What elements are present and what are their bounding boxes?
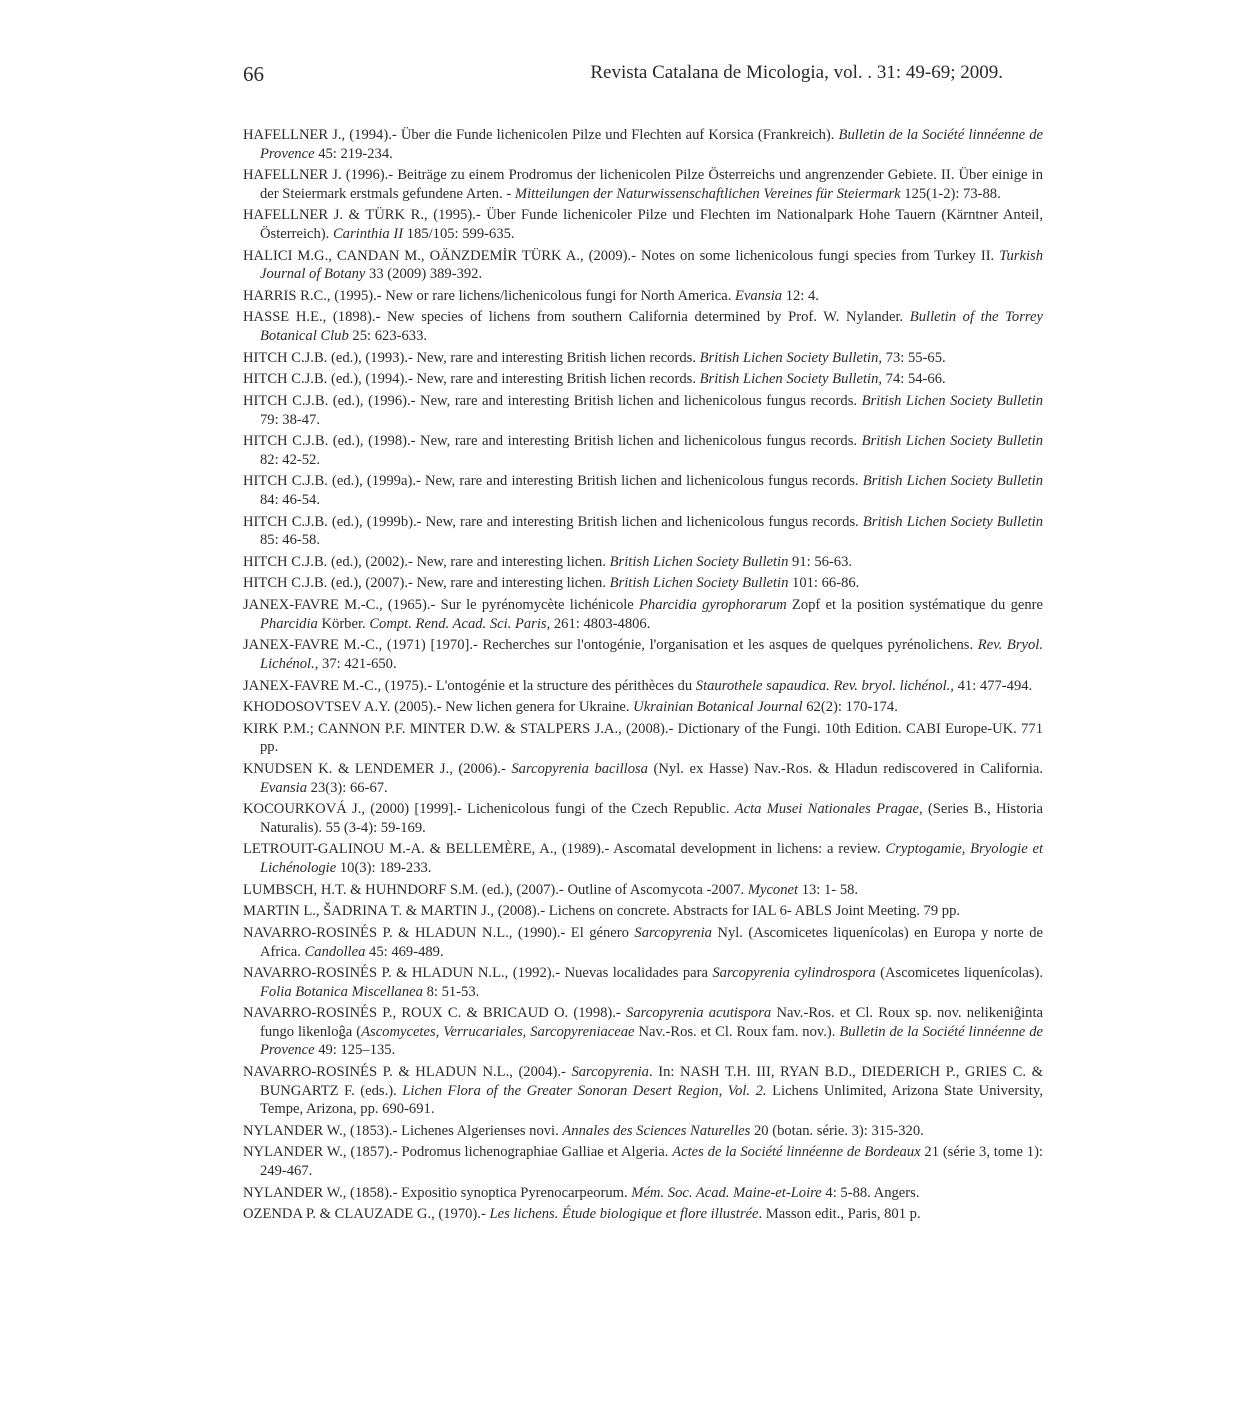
reference-text-segment: Lichens Unlimited, Arizona State University, Tempe, Arizona, pp. 690-691.: [260, 1082, 1043, 1118]
reference-text-segment: 84: 46-54.: [260, 491, 320, 508]
reference-text-segment: KIRK P.M.; CANNON P.F. MINTER D.W. & STALPERS J.A., (2008).- Dictionary of the Fungi. 10th Edition. CABI Europe-UK. 771 pp.: [243, 720, 1043, 756]
reference-text-segment: KNUDSEN K. & LENDEMER J., (2006).-: [243, 761, 512, 778]
reference-entry: [243, 166, 1043, 203]
reference-text-segment: NYLANDER W., (1853).- Lichenes Algerienses novi.: [243, 1122, 563, 1139]
reference-text-segment: (Series B., Historia Naturalis). 55 (3-4): 59-169.: [260, 801, 1043, 836]
reference-text-segment: . Masson edit., Paris, 801 p.: [758, 1206, 921, 1223]
reference-list: [243, 126, 1043, 1227]
reference-entry: [243, 349, 1043, 368]
reference-entry: [243, 574, 1043, 593]
reference-italic-segment: Staurothele sapaudica. Rev. bryol. lichénol.,: [695, 677, 954, 694]
reference-italic-segment: British Lichen Society Bulletin: [609, 575, 789, 592]
reference-entry: [243, 902, 1043, 921]
reference-italic-segment: Actes de la Société linnéenne de Bordeaux: [672, 1144, 921, 1161]
reference-entry: [243, 513, 1043, 550]
reference-text-segment: 4: 5-88. Angers.: [821, 1184, 920, 1201]
reference-italic-segment: Sarcopyrenia: [571, 1064, 649, 1081]
reference-text-segment: NAVARRO-ROSINÉS P. & HLADUN N.L., (1992).- Nuevas localidades para: [243, 965, 713, 982]
reference-italic-segment: Bulletin de la Société linnéenne de Provence: [260, 127, 1043, 162]
reference-text-segment: HITCH C.J.B. (ed.), (1998).- New, rare and interesting British lichen and lichenicolous fungus records.: [243, 433, 862, 450]
reference-text-segment: NAVARRO-ROSINÉS P., ROUX C. & BRICAUD O. (1998).-: [243, 1005, 627, 1022]
reference-text-segment: 62(2): 170-174.: [802, 699, 898, 716]
reference-entry: [243, 553, 1043, 572]
reference-italic-segment: Folia Botanica Miscellanea: [260, 983, 423, 1000]
reference-italic-segment: Annales des Sciences Naturelles: [562, 1122, 751, 1139]
reference-text-segment: LUMBSCH, H.T. & HUHNDORF S.M. (ed.), (2007).- Outline of Ascomycota -2007.: [243, 881, 748, 898]
reference-entry: [243, 1143, 1043, 1180]
reference-text-segment: NAVARRO-ROSINÉS P. & HLADUN N.L., (2004).-: [243, 1064, 572, 1081]
reference-text-segment: (Ascomicetes liquenícolas).: [875, 965, 1043, 982]
reference-text-segment: MARTIN L., ŠADRINA T. & MARTIN J., (2008).- Lichens on concrete. Abstracts for IAL 6- ABLS Joint Meeting. 79 pp.: [243, 903, 961, 920]
reference-text-segment: 37: 421-650.: [318, 655, 397, 672]
reference-text-segment: HALICI M.G., CANDAN M., OÄNZDEMİR TÜRK A., (2009).- Notes on some lichenicolous fungi species from Turkey II.: [243, 247, 1000, 264]
reference-italic-segment: Bulletin de la Société linnéenne de Provence: [260, 1023, 1043, 1059]
reference-italic-segment: British Lichen Society Bulletin,: [699, 371, 883, 388]
reference-text-segment: 12: 4.: [782, 287, 819, 304]
reference-entry: [243, 881, 1043, 900]
reference-text-segment: 10(3): 189-233.: [336, 859, 432, 876]
reference-italic-segment: Myconet: [747, 881, 799, 898]
reference-text-segment: JANEX-FAVRE M.-C., (1971) [1970].- Recherches sur l'ontogénie, l'organisation et les asques de quelques pyrénolichens.: [243, 637, 978, 654]
reference-text-segment: KOCOURKOVÁ J., (2000) [1999].- Lichenicolous fungi of the Czech Republic.: [243, 801, 735, 818]
reference-entry: [243, 596, 1043, 633]
reference-text-segment: 125(1-2): 73-88.: [900, 185, 1001, 202]
reference-italic-segment: Carinthia II: [332, 225, 404, 242]
page-header: [243, 62, 1003, 92]
reference-entry: [243, 1184, 1043, 1203]
reference-text-segment: JANEX-FAVRE M.-C., (1975).- L'ontogénie et la structure des périthèces du: [243, 677, 696, 694]
reference-text-segment: HITCH C.J.B. (ed.), (1996).- New, rare and interesting British lichen and lichenicolous fungus records.: [243, 393, 862, 409]
reference-entry: [243, 1063, 1043, 1119]
reference-text-segment: HASSE H.E., (1898).- New species of lichens from southern California determined by Prof. W. Nylander.: [243, 309, 910, 326]
reference-text-segment: 41: 477-494.: [953, 677, 1033, 694]
reference-italic-segment: Sarcopyrenia bacillosa: [511, 761, 648, 778]
reference-italic-segment: British Lichen Society Bulletin: [609, 553, 789, 570]
reference-text-segment: 185/105: 599-635.: [403, 225, 515, 242]
reference-text-segment: 33 (2009) 389-392.: [365, 266, 483, 283]
reference-entry: [243, 636, 1043, 673]
reference-entry: [243, 1122, 1043, 1141]
reference-entry: [243, 800, 1043, 837]
reference-text-segment: Nav.-Ros. et Cl. Roux fam. nov.). Bulletin de la Société linnéenne de Provence 49: 125–135.: [260, 1023, 1043, 1059]
reference-text-segment: 101: 66-86.: [788, 575, 860, 592]
reference-entry: [243, 432, 1043, 469]
reference-italic-segment: British Lichen Society Bulletin: [862, 473, 1043, 490]
reference-italic-segment: British Lichen Society Bulletin: [861, 433, 1043, 450]
reference-italic-segment: Candollea: [304, 943, 366, 960]
reference-text-segment: 21 (série 3, tome 1): 249-467.: [260, 1144, 1043, 1179]
reference-text-segment: JANEX-FAVRE M.-C., (1965).- Sur le pyrénomycète lichénicole: [243, 597, 640, 614]
reference-text-segment: 45: 219-234.: [314, 145, 393, 162]
reference-italic-segment: Mém. Soc. Acad. Maine-et-Loire: [631, 1184, 822, 1201]
reference-italic-segment: Mitteilungen der Naturwissenschaftlichen Vereines für Steiermark: [514, 185, 901, 202]
reference-entry: [243, 247, 1043, 284]
reference-text-segment: HITCH C.J.B. (ed.), (2002).- New, rare and interesting lichen.: [243, 553, 610, 570]
reference-italic-segment: Evansia: [735, 287, 783, 304]
reference-text-segment: HAFELLNER J. & TÜRK R., (1995).- Über Funde lichenicoler Pilze und Flechten im Nationalpark Hohe Tauern (Kärntner Anteil, Österreich).: [243, 207, 1043, 242]
reference-text-segment: NYLANDER W., (1858).- Expositio synoptica Pyrenocarpeorum.: [243, 1184, 632, 1201]
reference-italic-segment: Sarcopyrenia: [634, 925, 712, 941]
reference-text-segment: 20 (botan. série. 3): 315-320.: [750, 1122, 924, 1139]
reference-entry: [243, 1205, 1043, 1224]
reference-text-segment: HAFELLNER J., (1994).- Über die Funde lichenicolen Pilze und Flechten auf Korsica (Frankreich).: [243, 127, 839, 143]
reference-italic-segment: Pharcidia: [260, 615, 318, 632]
reference-italic-segment: Ukrainian Botanical Journal: [633, 699, 803, 716]
reference-text-segment: 85: 46-58.: [260, 532, 320, 549]
reference-entry: [243, 126, 1043, 163]
reference-italic-segment: Compt. Rend. Acad. Sci. Paris,: [369, 615, 551, 632]
reference-text-segment: HITCH C.J.B. (ed.), (1999b).- New, rare and interesting British lichen and lichenicolous fungus records.: [243, 513, 863, 530]
reference-text-segment: HITCH C.J.B. (ed.), (1993).- New, rare and interesting British lichen records.: [243, 349, 700, 366]
reference-text-segment: Zopf et la position systématique du genre: [786, 597, 1043, 614]
reference-text-segment: . In: NASH T.H. III, RYAN B.D., DIEDERICH P., GRIES C. & BUNGARTZ F. (eds.).: [260, 1064, 1043, 1099]
reference-italic-segment: British Lichen Society Bulletin,: [699, 349, 883, 366]
reference-text-segment: OZENDA P. & CLAUZADE G., (1970).-: [243, 1206, 490, 1223]
reference-entry: [243, 287, 1043, 306]
reference-text-segment: 13: 1- 58.: [798, 881, 859, 898]
reference-text-segment: 74: 54-66.: [882, 371, 946, 388]
reference-text-segment: 23(3): 66-67.: [307, 779, 388, 796]
reference-italic-segment: British Lichen Society Bulletin: [862, 513, 1043, 530]
reference-entry: [243, 840, 1043, 877]
reference-entry: [243, 472, 1043, 509]
reference-entry: [243, 964, 1043, 1001]
reference-italic-segment: Sarcopyrenia acutispora: [626, 1005, 772, 1022]
reference-entry: [243, 720, 1043, 757]
reference-text-segment: 91: 56-63.: [788, 553, 853, 570]
reference-text-segment: 79: 38-47.: [260, 411, 320, 428]
reference-italic-segment: Les lichens. Étude biologique et flore illustrée: [489, 1206, 759, 1223]
reference-italic-segment: Lichen Flora of the Greater Sonoran Desert Region, Vol. 2.: [402, 1082, 767, 1099]
page-number: 66: [243, 62, 264, 86]
reference-text-segment: NAVARRO-ROSINÉS P. & HLADUN N.L., (1990).- El género: [243, 925, 635, 941]
reference-italic-segment: Rev. Bryol. Lichénol.,: [260, 637, 1043, 672]
reference-text-segment: Körber. Compt. Rend. Acad. Sci. Paris, 261: 4803-4806.: [317, 615, 651, 632]
reference-text-segment: KHODOSOVTSEV A.Y. (2005).- New lichen genera for Ukraine.: [243, 699, 634, 716]
reference-text-segment: 8: 51-53.: [422, 983, 480, 1000]
reference-italic-segment: British Lichen Society Bulletin: [861, 393, 1043, 409]
reference-entry: [243, 308, 1043, 345]
reference-italic-segment: Sarcopyrenia cylindrospora: [712, 965, 876, 982]
reference-italic-segment: Bulletin of the Torrey Botanical Club: [260, 309, 1043, 344]
reference-text-segment: LETROUIT-GALINOU M.-A. & BELLEMÈRE, A., (1989).- Ascomatal development in lichens: a review.: [243, 841, 886, 858]
reference-italic-segment: Ascomycetes, Verrucariales, Sarcopyreniaceae: [361, 1023, 635, 1040]
reference-italic-segment: Pharcidia gyrophorarum: [639, 597, 787, 614]
reference-italic-segment: Acta Musei Nationales Pragae,: [734, 801, 923, 818]
reference-entry: [243, 677, 1043, 696]
reference-text-segment: HARRIS R.C., (1995).- New or rare lichens/lichenicolous fungi for North America.: [243, 287, 736, 304]
reference-italic-segment: Cryptogamie, Bryologie et Lichénologie: [260, 841, 1043, 876]
reference-italic-segment: Turkish Journal of Botany: [260, 247, 1043, 283]
reference-entry: [243, 392, 1043, 429]
reference-text-segment: HAFELLNER J. (1996).- Beiträge zu einem Prodromus der lichenicolen Pilze Österreichs und angrenzender Gebiete. II. Über einige in der Steiermark erstmals gefundene Arten. -: [243, 167, 1043, 202]
reference-italic-segment: Evansia: [260, 779, 308, 796]
reference-entry: [243, 924, 1043, 961]
reference-entry: [243, 370, 1043, 389]
reference-text-segment: Nyl. (Ascomicetes liquenícolas) en Europa y norte de Africa.: [260, 925, 1043, 960]
reference-text-segment: 45: 469-489.: [365, 943, 444, 960]
reference-text-segment: HITCH C.J.B. (ed.), (2007).- New, rare and interesting lichen.: [243, 575, 610, 592]
reference-text-segment: 82: 42-52.: [260, 451, 320, 468]
reference-entry: [243, 760, 1043, 797]
reference-entry: [243, 698, 1043, 717]
reference-text-segment: 25: 623-633.: [348, 327, 428, 344]
running-title: Revista Catalana de Micologia, vol. . 31: 49-69; 2009.: [590, 62, 1003, 83]
reference-text-segment: HITCH C.J.B. (ed.), (1999a).- New, rare and interesting British lichen and lichenicolous fungus records.: [243, 473, 863, 490]
reference-text-segment: NYLANDER W., (1857).- Podromus lichenographiae Galliae et Algeria.: [243, 1144, 673, 1161]
reference-text-segment: (Nyl. ex Hasse) Nav.-Ros. & Hladun rediscovered in California.: [647, 761, 1044, 778]
reference-entry: [243, 1004, 1043, 1060]
reference-text-segment: 73: 55-65.: [882, 349, 946, 366]
reference-text-segment: Nav.-Ros. et Cl. Roux sp. nov. nelikeniĝinta fungo likenloĝa (: [260, 1005, 1043, 1040]
reference-text-segment: HITCH C.J.B. (ed.), (1994).- New, rare and interesting British lichen records.: [243, 371, 700, 388]
reference-entry: [243, 206, 1043, 243]
